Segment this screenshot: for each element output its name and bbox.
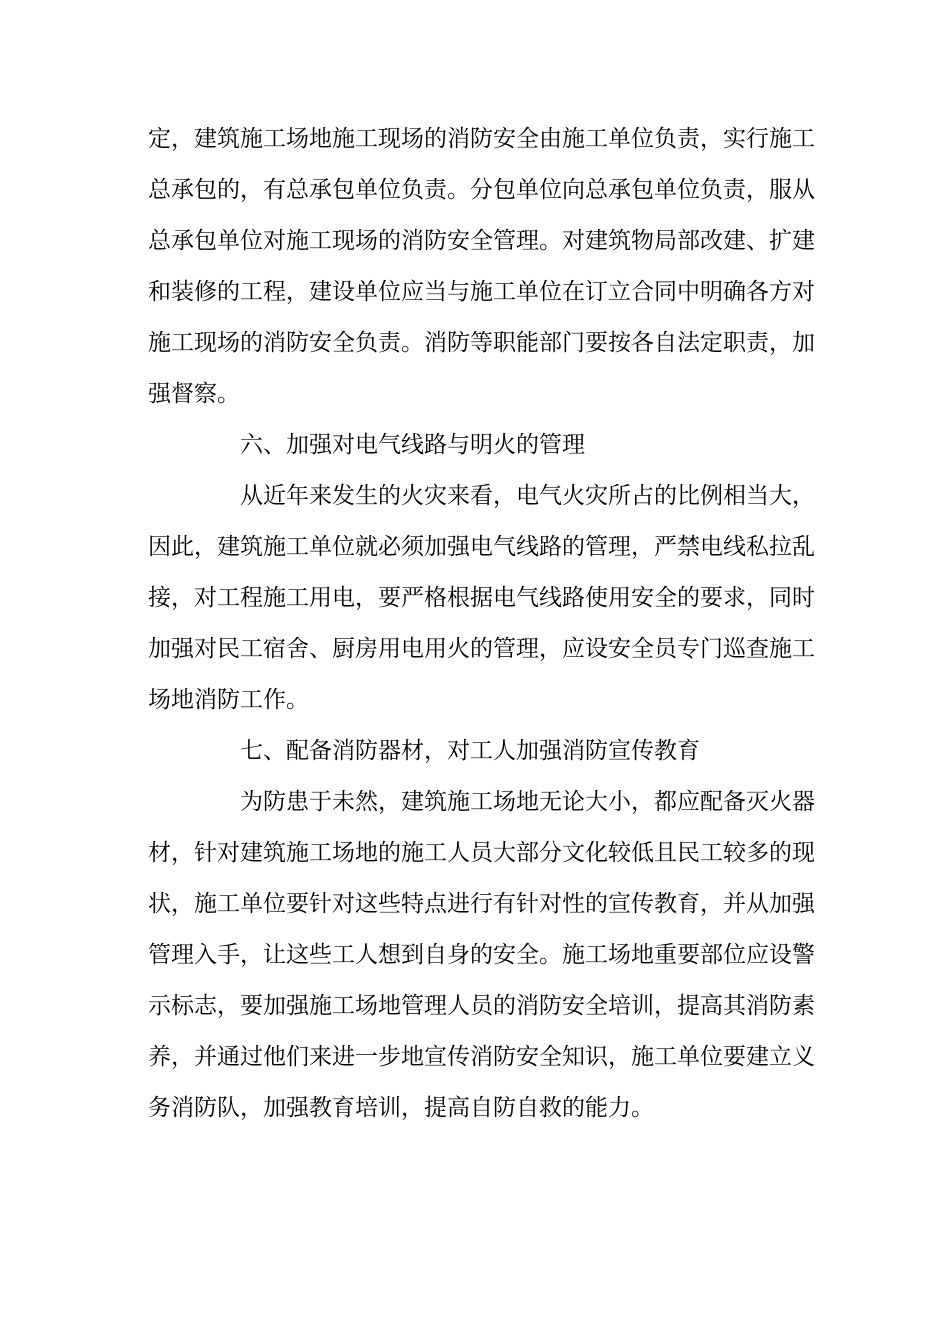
body-text-line: 状，施工单位要针对这些特点进行有针对性的宣传教育，并从加强 [148,891,815,917]
document-body [148,114,815,1134]
body-text-line: 总承包单位对施工现场的消防安全管理。对建筑物局部改建、扩建 [148,228,815,254]
body-text-line: 定，建筑施工场地施工现场的消防安全由施工单位负责，实行施工 [148,126,815,152]
body-text-line: 养，并通过他们来进一步地宣传消防安全知识，施工单位要建立义 [148,1044,815,1070]
body-text-line: 管理入手，让这些工人想到自身的安全。施工场地重要部位应设警 [148,942,815,968]
body-text-line: 务消防队，加强教育培训，提高自防自救的能力。 [148,1095,654,1121]
body-text-line: 场地消防工作。 [148,687,309,713]
body-text-line: 加强对民工宿舍、厨房用电用火的管理，应设安全员专门巡查施工 [148,636,815,662]
section-heading: 七、配备消防器材，对工人加强消防宣传教育 [240,738,700,764]
body-text-line: 施工现场的消防安全负责。消防等职能部门要按各自法定职责，加 [148,330,815,356]
body-text-line: 因此，建筑施工单位就必须加强电气线路的管理，严禁电线私拉乱 [148,534,815,560]
body-text-line: 接，对工程施工用电，要严格根据电气线路使用安全的要求，同时 [148,585,815,611]
body-text-line: 强督察。 [148,381,240,407]
body-text-line: 总承包的，有总承包单位负责。分包单位向总承包单位负责，服从 [148,177,815,203]
section-heading: 六、加强对电气线路与明火的管理 [240,432,585,458]
body-text-line: 示标志，要加强施工场地管理人员的消防安全培训，提高其消防素 [148,993,815,1019]
body-text-line: 材，针对建筑施工场地的施工人员大部分文化较低且民工较多的现 [148,840,815,866]
body-text-line: 为防患于未然，建筑施工场地无论大小，都应配备灭火器 [240,789,815,815]
body-text-line: 从近年来发生的火灾来看，电气火灾所占的比例相当大， [240,483,815,509]
body-text-line: 和装修的工程，建设单位应当与施工单位在订立合同中明确各方对 [148,279,815,305]
